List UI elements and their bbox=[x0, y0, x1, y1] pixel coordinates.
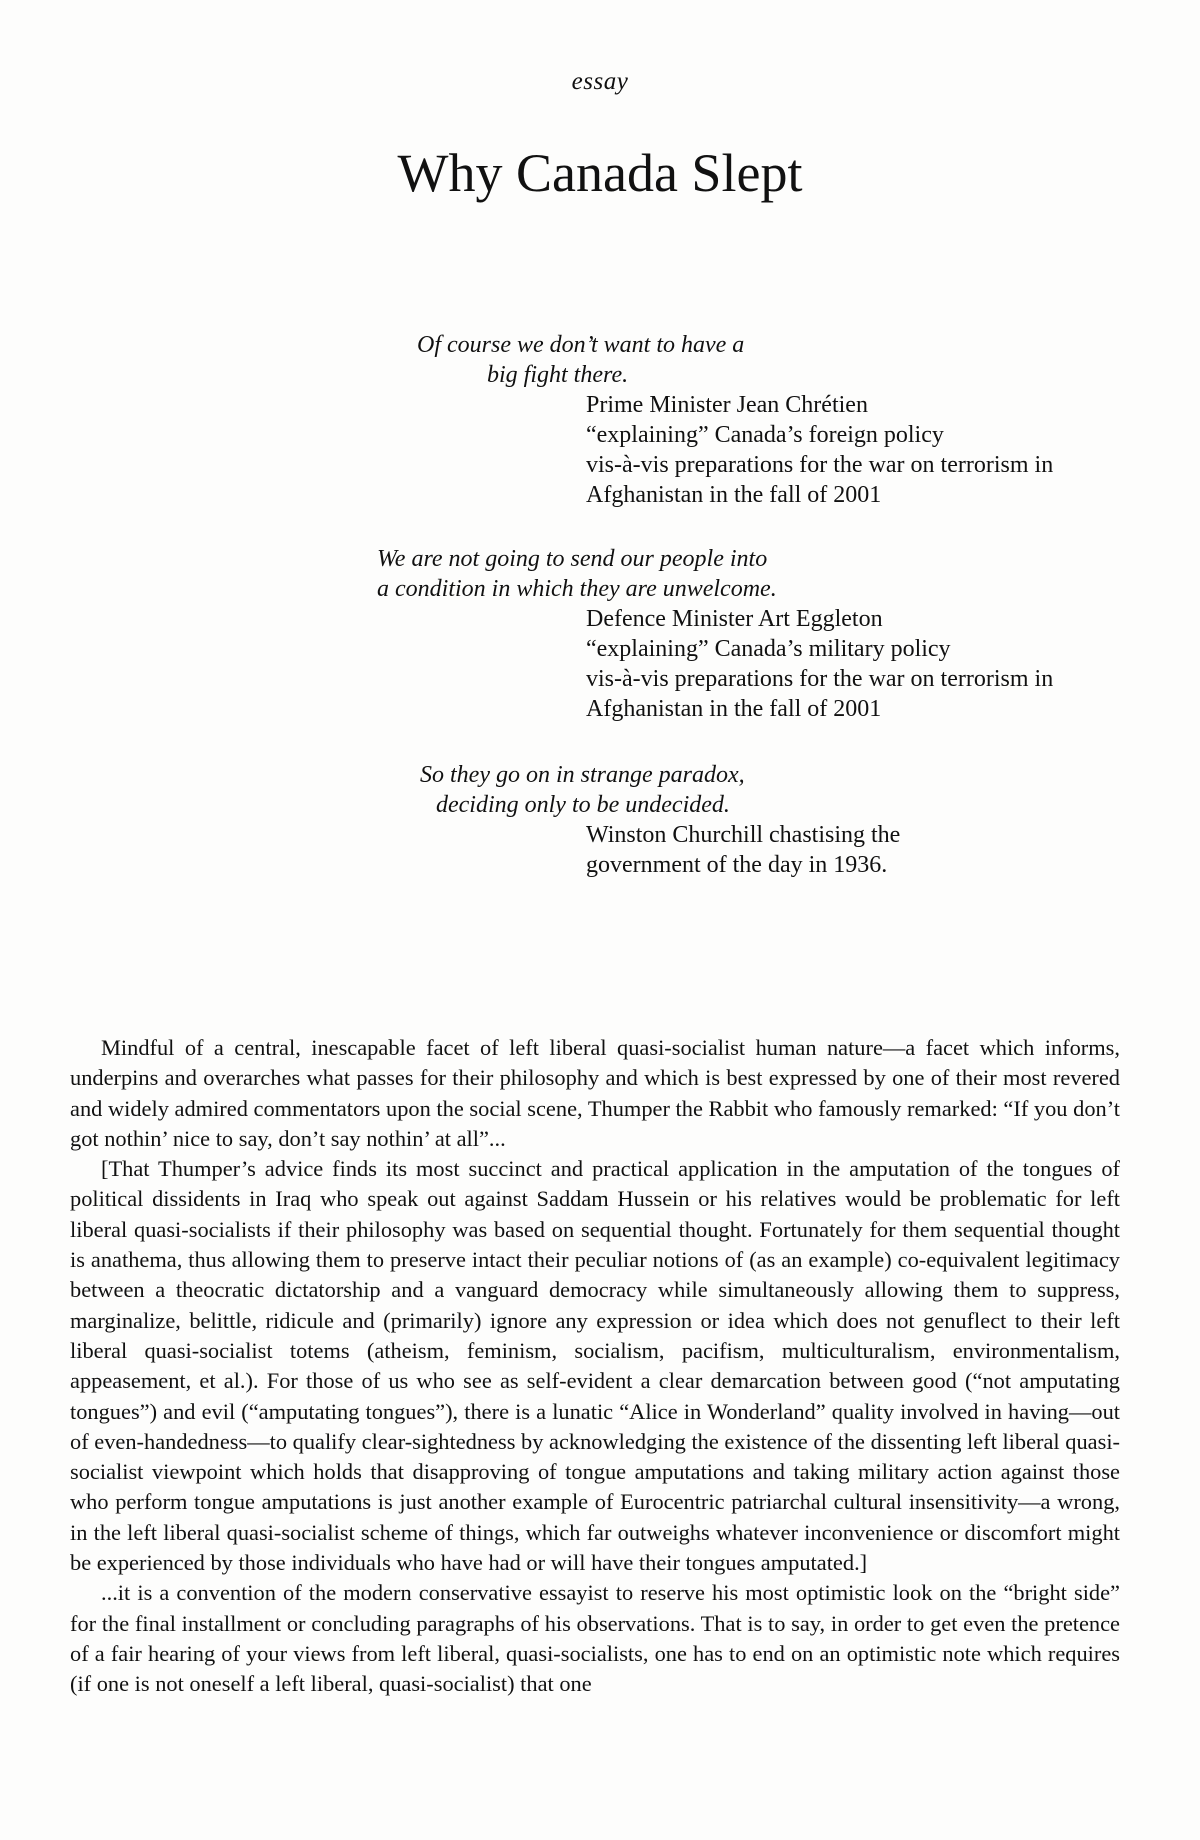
epigraph-attribution-line: Defence Minister Art Eggleton bbox=[586, 606, 883, 632]
epigraph-attribution-line: Winston Churchill chastising the bbox=[586, 822, 901, 848]
body-paragraph: [That Thumper’s advice finds its most succinct and practical application in the amputation of the tongues of political dissidents in Iraq who speak out against Saddam Hussein or his relatives would be problematic for left liberal quasi-socialists if their philosophy was based on sequential thought. Fortunately for them sequential thought is anathema, thus allowing them to preserve intact their peculiar notions of (as an example) co-equivalent legitimacy between a theocratic dictatorship and a vanguard democracy while simultaneously allowing them to suppress, marginalize, belittle, ridicule and (primarily) ignore any expression or idea which does not genuflect to their left liberal quasi-socialist totems (atheism, feminism, socialism, pacifism, multiculturalism, environmentalism, appeasement, et al.). For those of us who see as self-evident a clear demarcation between good (“not amputating tongues”) and evil (“amputating tongues”), there is a lunatic “Alice in Wonderland” quality involved in having—out of even-handedness—to qualify clear-sightedness by acknowledging the existence of the dissenting left liberal quasi-socialist viewpoint which holds that disapproving of tongue amputations and taking military action against those who perform tongue amputations is just another example of Eurocentric patriarchal cultural insensitivity—a wrong, in the left liberal quasi-socialist scheme of things, which far outweighs whatever inconvenience or discomfort might be experienced by those individuals who have had or will have their tongues amputated.] bbox=[70, 1156, 1120, 1576]
epigraph-quote-line: a condition in which they are unwelcome. bbox=[377, 576, 777, 602]
epigraph-attribution-line: Afghanistan in the fall of 2001 bbox=[586, 482, 882, 508]
epigraph-attribution-line: Afghanistan in the fall of 2001 bbox=[586, 696, 882, 722]
epigraph-quote-line: big fight there. bbox=[487, 362, 629, 388]
epigraph-attribution-line: “explaining” Canada’s foreign policy bbox=[586, 422, 944, 448]
essay-body bbox=[70, 1033, 1120, 1700]
section-label: essay bbox=[571, 68, 629, 95]
epigraph-quote-line: So they go on in strange paradox, bbox=[420, 762, 745, 788]
epigraph-attribution-line: vis-à-vis preparations for the war on terrorism in bbox=[586, 452, 1054, 478]
body-paragraph: ...it is a convention of the modern conservative essayist to reserve his most optimistic look on the “bright side” for the final installment or concluding paragraphs of his observations. That is to say, in order to get even the pretence of a fair hearing of your views from left liberal, quasi-socialists, one has to end on an optimistic note which requires (if one is not oneself a left liberal, quasi-socialist) that one bbox=[70, 1580, 1120, 1697]
epigraph-attribution-line: “explaining” Canada’s military policy bbox=[586, 636, 951, 662]
page-title: Why Canada Slept bbox=[397, 143, 803, 203]
epigraph-quote-line: Of course we don’t want to have a bbox=[417, 332, 745, 358]
body-paragraph: Mindful of a central, inescapable facet of left liberal quasi-socialist human nature—a facet which informs, underpins and overarches what passes for their philosophy and which is best expressed by one of their most revered and widely admired commentators upon the social scene, Thumper the Rabbit who famously remarked: “If you don’t got nothin’ nice to say, don’t say nothin’ at all”... bbox=[70, 1035, 1120, 1151]
epigraph-attribution-line: vis-à-vis preparations for the war on terrorism in bbox=[586, 666, 1054, 692]
epigraph-attribution-line: Prime Minister Jean Chrétien bbox=[586, 392, 868, 418]
epigraph-quote-line: deciding only to be undecided. bbox=[436, 792, 730, 818]
epigraph-attribution-line: government of the day in 1936. bbox=[586, 852, 888, 878]
epigraph-quote-line: We are not going to send our people into bbox=[377, 546, 768, 572]
